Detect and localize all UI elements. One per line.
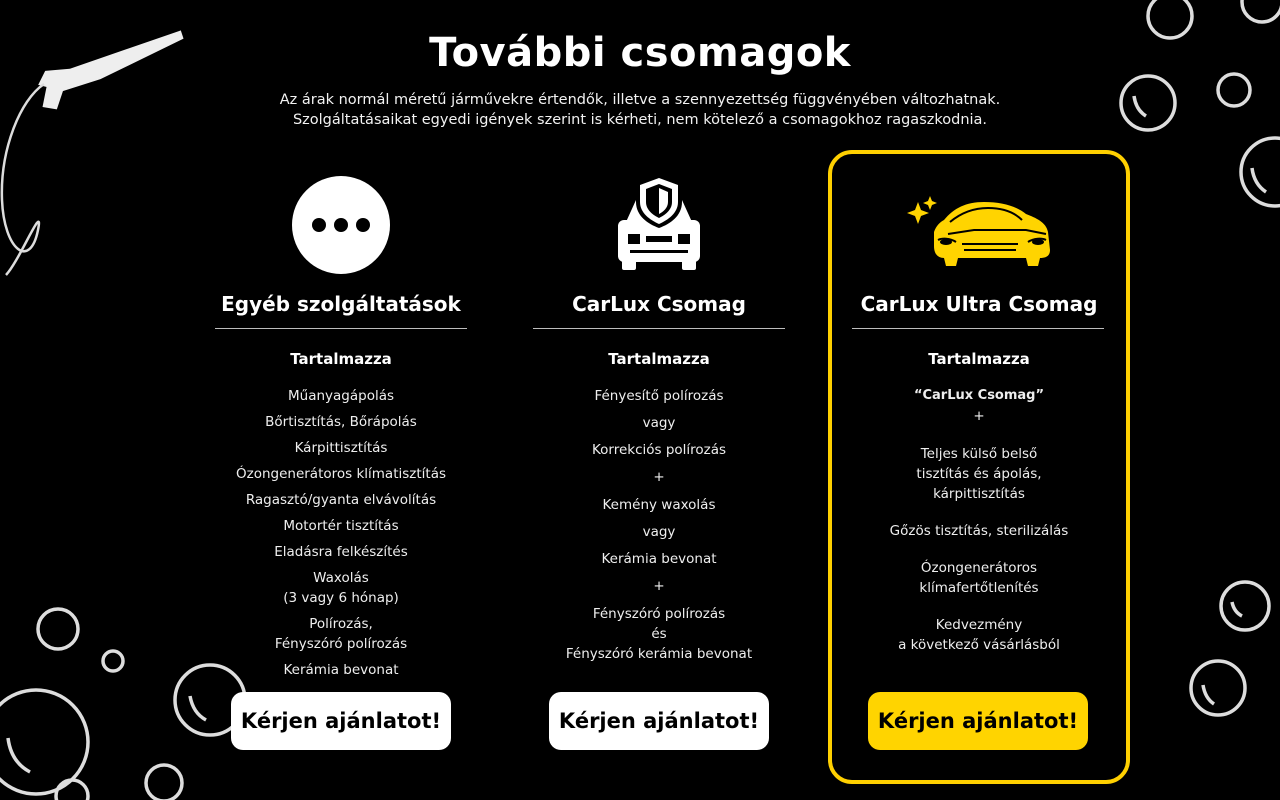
item-list bbox=[509, 386, 809, 671]
list-item: “CarLux Csomag” bbox=[913, 388, 1045, 403]
list-item: Ózongenerátoros klímatisztítás bbox=[235, 466, 447, 482]
car-shield-icon bbox=[604, 170, 714, 280]
list-item: Fényesítő polírozás bbox=[594, 388, 724, 404]
list-item: Motortér tisztítás bbox=[283, 518, 399, 534]
package-card-carlux bbox=[509, 150, 809, 780]
card-title: Egyéb szolgáltatások bbox=[221, 292, 461, 316]
package-card-other-services bbox=[191, 150, 491, 780]
page-header bbox=[0, 30, 1280, 130]
list-item: Bőrtisztítás, Bőrápolás bbox=[265, 414, 417, 430]
page-subtitle bbox=[0, 90, 1280, 130]
page-title: További csomagok bbox=[429, 30, 851, 76]
list-item: Polírozás, Fényszóró polírozás bbox=[274, 616, 408, 652]
card-title: CarLux Ultra Csomag bbox=[860, 292, 1098, 316]
subtitle-line: Az árak normál méretű járművekre értendők, illetve a szennyezettség függvényében változhatnak. bbox=[279, 92, 1001, 108]
list-item: Waxolás (3 vagy 6 hónap) bbox=[283, 570, 399, 606]
list-item: Kerámia bevonat bbox=[601, 551, 717, 567]
list-item: Gőzös tisztítás, sterilizálás bbox=[889, 523, 1069, 539]
list-item: + bbox=[973, 408, 985, 424]
card-title: CarLux Csomag bbox=[572, 292, 746, 316]
includes-label: Tartalmazza bbox=[608, 350, 710, 368]
list-item: Ózongenerátoros klímafertőtlenítés bbox=[919, 560, 1039, 596]
item-list bbox=[832, 386, 1126, 672]
includes-label: Tartalmazza bbox=[290, 350, 392, 368]
includes-label: Tartalmazza bbox=[928, 350, 1030, 368]
list-item: vagy bbox=[642, 415, 676, 431]
package-card-carlux-ultra bbox=[828, 150, 1130, 784]
sparkling-car-icon bbox=[904, 180, 1054, 270]
list-item: Teljes külső belső tisztítás és ápolás, kárpittisztítás bbox=[916, 446, 1042, 502]
list-item: + bbox=[653, 469, 665, 485]
divider bbox=[852, 328, 1104, 329]
more-dots-icon bbox=[291, 175, 391, 275]
list-item: Műanyagápolás bbox=[287, 388, 395, 404]
request-quote-button[interactable]: Kérjen ajánlatot! bbox=[549, 692, 769, 750]
subtitle-line: Szolgáltatásaikat egyedi igények szerint is kérheti, nem kötelező a csomagokhoz ragaszkodnia. bbox=[292, 112, 988, 128]
list-item: Fényszóró polírozás és Fényszóró kerámia bevonat bbox=[565, 606, 753, 662]
item-list bbox=[191, 386, 491, 686]
request-quote-button[interactable]: Kérjen ajánlatot! bbox=[868, 692, 1088, 750]
list-item: Kemény waxolás bbox=[602, 497, 716, 513]
divider bbox=[215, 328, 467, 329]
list-item: + bbox=[653, 578, 665, 594]
request-quote-button[interactable]: Kérjen ajánlatot! bbox=[231, 692, 451, 750]
list-item: Kedvezmény a következő vásárlásból bbox=[898, 617, 1060, 653]
list-item: Korrekciós polírozás bbox=[591, 442, 727, 458]
divider bbox=[533, 328, 785, 329]
list-item: Kárpittisztítás bbox=[294, 440, 388, 456]
list-item: Eladásra felkészítés bbox=[274, 544, 408, 560]
list-item: Kerámia bevonat bbox=[283, 662, 399, 678]
list-item: vagy bbox=[642, 524, 676, 540]
list-item: Ragasztó/gyanta elvávolítás bbox=[245, 492, 437, 508]
